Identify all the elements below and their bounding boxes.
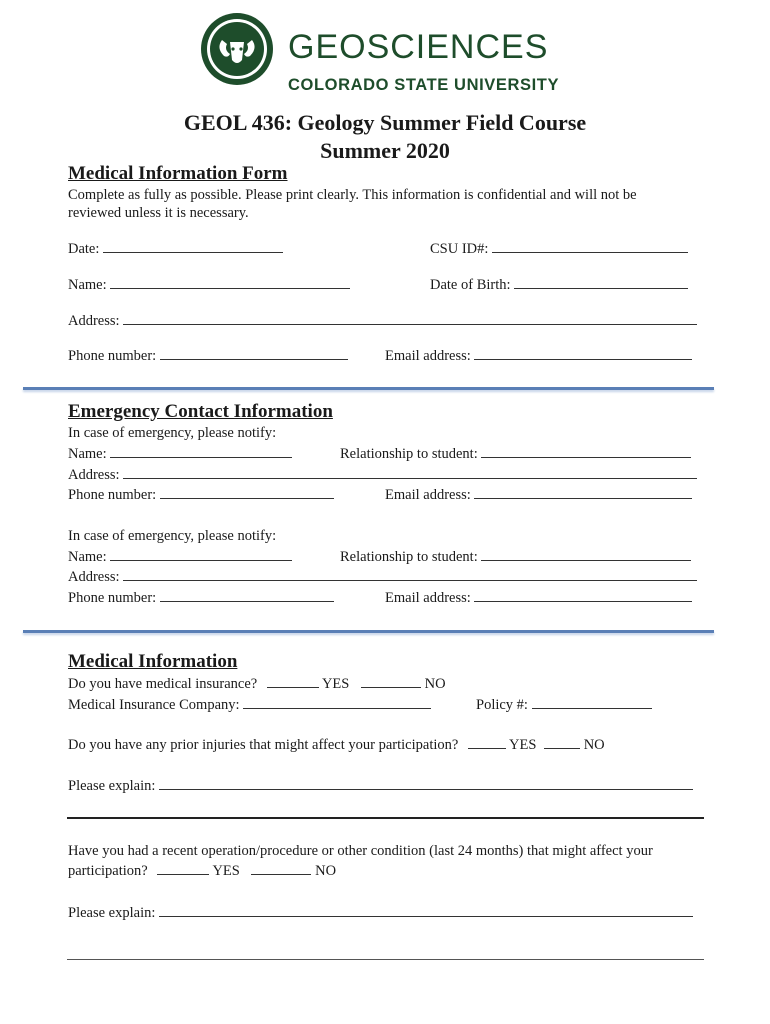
section-divider xyxy=(23,630,714,633)
ec2-phone-label: Phone number: xyxy=(68,590,157,606)
policy-label: Policy #: xyxy=(476,697,528,713)
ec1-address-field[interactable] xyxy=(68,466,697,484)
ec1-address-label: Address: xyxy=(68,467,120,483)
ec1-name-input-line[interactable] xyxy=(110,445,292,458)
date-input-line[interactable] xyxy=(103,240,283,253)
ec2-relationship-input-line[interactable] xyxy=(481,548,691,561)
ec2-email-input-line[interactable] xyxy=(474,589,692,602)
ec2-email-field[interactable] xyxy=(385,589,692,607)
page-subtitle: Summer 2020 xyxy=(320,138,450,163)
email-field[interactable] xyxy=(385,347,692,365)
notify-label-2: In case of emergency, please notify: xyxy=(68,528,277,544)
logo-subtitle: COLORADO STATE UNIVERSITY xyxy=(288,76,560,94)
section-heading-medical: Medical Information xyxy=(68,651,238,672)
csu-id-input-line[interactable] xyxy=(492,240,688,253)
phone-label: Phone number: xyxy=(68,348,157,364)
ec1-email-field[interactable] xyxy=(385,486,692,504)
ec1-relationship-input-line[interactable] xyxy=(481,445,691,458)
injuries-yes-line[interactable] xyxy=(468,736,506,749)
ec2-name-input-line[interactable] xyxy=(110,548,292,561)
operation-yes-label: YES xyxy=(212,863,240,879)
ec1-relationship-label: Relationship to student: xyxy=(340,446,478,462)
ec1-name-field[interactable] xyxy=(68,445,292,463)
injuries-question-text: Do you have any prior injuries that might affect your participation? xyxy=(68,737,459,753)
ec2-name-field[interactable] xyxy=(68,548,292,566)
explain-continuation-line[interactable] xyxy=(67,959,704,960)
operation-yes-line[interactable] xyxy=(157,862,209,875)
instructions-line-1: Complete as fully as possible. Please print clearly. This information is confidential and will not be xyxy=(68,187,637,203)
insurance-question-text: Do you have medical insurance? xyxy=(68,676,258,692)
policy-input-line[interactable] xyxy=(532,696,652,709)
operation-question-text-2: participation? xyxy=(68,863,148,879)
operation-no-label: NO xyxy=(315,863,337,879)
logo-wordmark: GEOSCIENCES xyxy=(288,28,549,66)
operation-explain-label: Please explain: xyxy=(68,905,156,921)
injuries-question xyxy=(68,736,605,754)
ec2-address-label: Address: xyxy=(68,569,120,585)
injuries-no-line[interactable] xyxy=(544,736,580,749)
insurance-company-label: Medical Insurance Company: xyxy=(68,697,240,713)
ec1-address-input-line[interactable] xyxy=(123,466,697,479)
insurance-yes-line[interactable] xyxy=(267,675,319,688)
ec1-email-input-line[interactable] xyxy=(474,486,692,499)
ec2-phone-input-line[interactable] xyxy=(160,589,334,602)
injuries-no-label: NO xyxy=(583,737,605,753)
insurance-no-label: NO xyxy=(424,676,446,692)
insurance-company-input-line[interactable] xyxy=(243,696,431,709)
ec1-phone-field[interactable] xyxy=(68,486,334,504)
policy-field[interactable] xyxy=(476,696,652,714)
ec2-name-label: Name: xyxy=(68,549,107,565)
operation-explain-input-line[interactable] xyxy=(159,904,693,917)
operation-question-line-1: Have you had a recent operation/procedure or other condition (last 24 months) that might affect your xyxy=(68,843,653,859)
page-title: GEOL 436: Geology Summer Field Course xyxy=(183,110,587,135)
address-label: Address: xyxy=(68,313,120,329)
injuries-yes-label: YES xyxy=(509,737,537,753)
injuries-explain-label: Please explain: xyxy=(68,778,156,794)
operation-question-line-2 xyxy=(68,862,336,880)
dob-label: Date of Birth: xyxy=(430,277,511,293)
csu-logo xyxy=(200,12,570,96)
csu-id-field[interactable] xyxy=(430,240,688,258)
insurance-company-field[interactable] xyxy=(68,696,431,714)
insurance-no-line[interactable] xyxy=(361,675,421,688)
ec2-relationship-label: Relationship to student: xyxy=(340,549,478,565)
ec2-address-input-line[interactable] xyxy=(123,568,697,581)
email-label: Email address: xyxy=(385,348,471,364)
ec2-email-label: Email address: xyxy=(385,590,471,606)
name-input-line[interactable] xyxy=(110,276,350,289)
instructions-line-2: reviewed unless it is necessary. xyxy=(68,205,249,221)
section-divider xyxy=(23,387,714,390)
name-field[interactable] xyxy=(68,276,350,294)
section-divider xyxy=(67,817,704,819)
notify-label-1: In case of emergency, please notify: xyxy=(68,425,277,441)
dob-field[interactable] xyxy=(430,276,688,294)
operation-explain-field[interactable] xyxy=(68,904,693,922)
section-heading-emergency: Emergency Contact Information xyxy=(68,401,333,422)
ec1-phone-label: Phone number: xyxy=(68,487,157,503)
insurance-question xyxy=(68,675,446,693)
email-input-line[interactable] xyxy=(474,347,692,360)
ec2-phone-field[interactable] xyxy=(68,589,334,607)
ec1-phone-input-line[interactable] xyxy=(160,486,334,499)
injuries-explain-field[interactable] xyxy=(68,777,693,795)
ec2-relationship-field[interactable] xyxy=(340,548,691,566)
ec1-relationship-field[interactable] xyxy=(340,445,691,463)
dob-input-line[interactable] xyxy=(514,276,688,289)
phone-field[interactable] xyxy=(68,347,348,365)
ec2-address-field[interactable] xyxy=(68,568,697,586)
csu-id-label: CSU ID#: xyxy=(430,241,489,257)
address-input-line[interactable] xyxy=(123,312,697,325)
name-label: Name: xyxy=(68,277,107,293)
ec1-name-label: Name: xyxy=(68,446,107,462)
insurance-yes-label: YES xyxy=(321,676,350,692)
section-heading-form: Medical Information Form xyxy=(68,163,288,184)
injuries-explain-input-line[interactable] xyxy=(159,777,693,790)
phone-input-line[interactable] xyxy=(160,347,348,360)
date-field[interactable] xyxy=(68,240,283,258)
operation-no-line[interactable] xyxy=(251,862,311,875)
date-label: Date: xyxy=(68,241,100,257)
address-field[interactable] xyxy=(68,312,697,330)
ram-seal-icon xyxy=(200,12,274,86)
ec1-email-label: Email address: xyxy=(385,487,471,503)
